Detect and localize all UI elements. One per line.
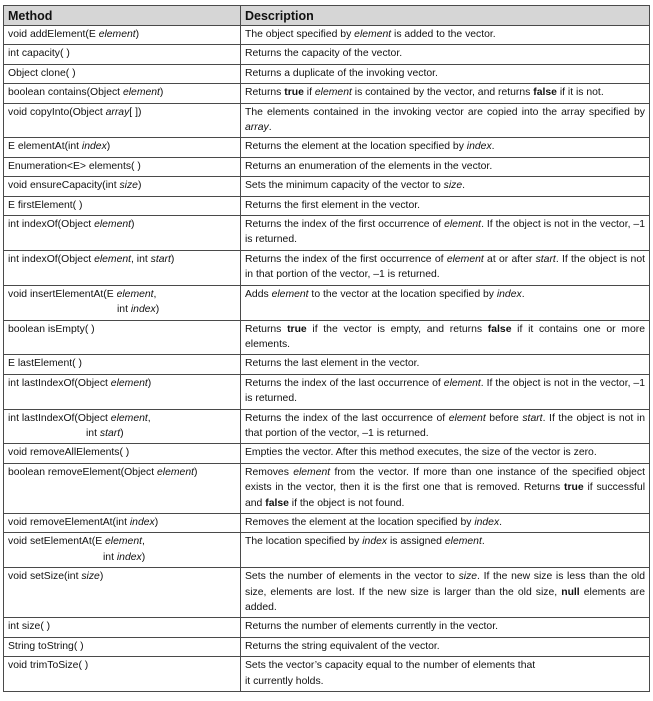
- description-column-header: Description: [241, 6, 650, 26]
- method-description: Returns the index of the last occurrence of element before start. If the object is not in that portion of the vector, –1 is returned.: [241, 409, 650, 444]
- table-row: [4, 285, 650, 320]
- method-signature: int indexOf(Object element): [4, 216, 241, 251]
- method-signature: E lastElement( ): [4, 355, 241, 374]
- method-signature: int size( ): [4, 618, 241, 637]
- method-description: Returns the capacity of the vector.: [241, 45, 650, 64]
- table-row: [4, 513, 650, 532]
- method-description: Returns the number of elements currently in the vector.: [241, 618, 650, 637]
- table-row: [4, 64, 650, 83]
- method-signature: String toString( ): [4, 637, 241, 656]
- table-row: [4, 45, 650, 64]
- method-description: The location specified by index is assigned element.: [241, 533, 650, 568]
- method-signature: Enumeration<E> elements( ): [4, 157, 241, 176]
- method-column-header: Method: [4, 6, 241, 26]
- method-description: Sets the vector’s capacity equal to the number of elements that it currently holds.: [241, 657, 650, 692]
- method-signature: void copyInto(Object array[ ]): [4, 103, 241, 138]
- method-description: Returns the last element in the vector.: [241, 355, 650, 374]
- table-row: [4, 138, 650, 157]
- table-row: [4, 157, 650, 176]
- method-description: Returns an enumeration of the elements in the vector.: [241, 157, 650, 176]
- table-row: [4, 637, 650, 656]
- method-signature: boolean isEmpty( ): [4, 320, 241, 355]
- method-description: Sets the number of elements in the vector to size. If the new size is less than the old size, elements are lost. If the new size is larger than the old size, null elements are added.: [241, 568, 650, 618]
- table-row: [4, 216, 650, 251]
- method-description: Removes element from the vector. If more than one instance of the specified object exists in the vector, then it is the first one that is removed. Returns true if successful and false if the object is not found.: [241, 463, 650, 513]
- method-signature: void trimToSize( ): [4, 657, 241, 692]
- table-row: [4, 250, 650, 285]
- header-row: [4, 6, 650, 26]
- method-description: The object specified by element is added to the vector.: [241, 26, 650, 45]
- method-description: Removes the element at the location specified by index.: [241, 513, 650, 532]
- table-row: [4, 533, 650, 568]
- table-row: [4, 657, 650, 692]
- method-description: Returns a duplicate of the invoking vector.: [241, 64, 650, 83]
- table-row: [4, 26, 650, 45]
- method-signature: int lastIndexOf(Object element, int start): [4, 409, 241, 444]
- method-description: Returns the first element in the vector.: [241, 196, 650, 215]
- table-row: [4, 463, 650, 513]
- method-signature: E firstElement( ): [4, 196, 241, 215]
- method-signature: int lastIndexOf(Object element): [4, 374, 241, 409]
- method-description: Returns the element at the location specified by index.: [241, 138, 650, 157]
- table-row: [4, 320, 650, 355]
- table-row: [4, 196, 650, 215]
- method-signature: void insertElementAt(E element, int index): [4, 285, 241, 320]
- method-signature: int indexOf(Object element, int start): [4, 250, 241, 285]
- table-row: [4, 374, 650, 409]
- table-row: [4, 444, 650, 463]
- table-row: [4, 409, 650, 444]
- method-description: Sets the minimum capacity of the vector to size.: [241, 177, 650, 196]
- table-row: [4, 568, 650, 618]
- table-row: [4, 177, 650, 196]
- method-description: Returns true if element is contained by the vector, and returns false if it is not.: [241, 84, 650, 103]
- method-description: Returns the index of the first occurrence of element. If the object is not in the vector, –1 is returned.: [241, 216, 650, 251]
- vector-methods-table: [3, 5, 650, 692]
- method-description: Returns the index of the last occurrence of element. If the object is not in the vector, –1 is returned.: [241, 374, 650, 409]
- method-signature: int capacity( ): [4, 45, 241, 64]
- table-row: [4, 618, 650, 637]
- table-row: [4, 103, 650, 138]
- method-signature: boolean contains(Object element): [4, 84, 241, 103]
- method-description: Adds element to the vector at the location specified by index.: [241, 285, 650, 320]
- table-row: [4, 84, 650, 103]
- method-signature: E elementAt(int index): [4, 138, 241, 157]
- method-signature: boolean removeElement(Object element): [4, 463, 241, 513]
- method-description: Returns the index of the first occurrence of element at or after start. If the object is not in that portion of the vector, –1 is returned.: [241, 250, 650, 285]
- method-signature: void addElement(E element): [4, 26, 241, 45]
- method-signature: void setElementAt(E element, int index): [4, 533, 241, 568]
- method-description: Empties the vector. After this method executes, the size of the vector is zero.: [241, 444, 650, 463]
- method-description: The elements contained in the invoking vector are copied into the array specified by array.: [241, 103, 650, 138]
- method-signature: void setSize(int size): [4, 568, 241, 618]
- method-signature: Object clone( ): [4, 64, 241, 83]
- method-signature: void removeElementAt(int index): [4, 513, 241, 532]
- method-signature: void ensureCapacity(int size): [4, 177, 241, 196]
- method-description: Returns true if the vector is empty, and returns false if it contains one or more elements.: [241, 320, 650, 355]
- table-row: [4, 355, 650, 374]
- method-description: Returns the string equivalent of the vector.: [241, 637, 650, 656]
- method-signature: void removeAllElements( ): [4, 444, 241, 463]
